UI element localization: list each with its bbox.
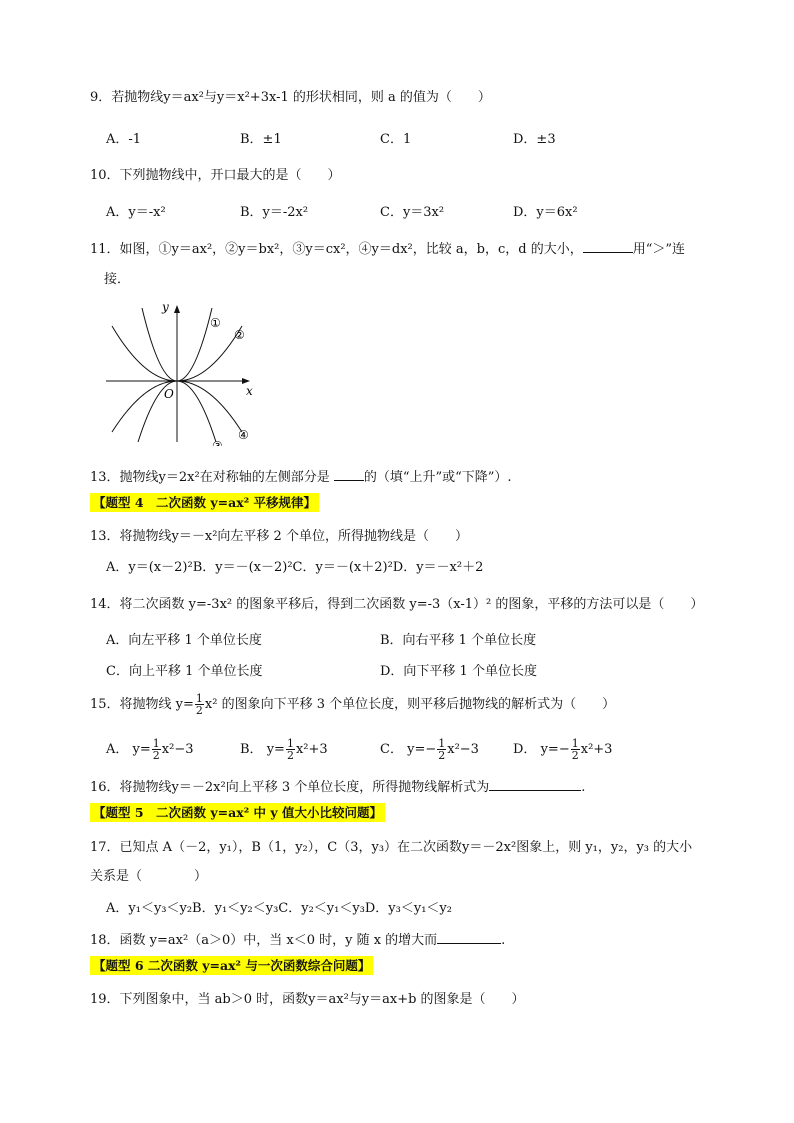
q9-option-b: B．±1 — [240, 132, 282, 147]
q17-options: A．y₁＜y₃＜y₂B．y₁＜y₂＜y₃C．y₂＜y₁＜y₃D．y₃＜y₁＜y₂ — [106, 901, 452, 916]
q18-stem: 18．函数 y=ax²（a＞0）中，当 x＜0 时，y 随 x 的增大而 . — [90, 933, 506, 948]
section-6-header: 【题型 6 二次函数 y=ax² 与一次函数综合问题】 — [90, 956, 373, 975]
q11-stem-cont: 接． — [104, 272, 131, 287]
q10-option-c: C．y＝3x² — [380, 205, 445, 220]
q10-option-d: D．y＝6x² — [513, 205, 578, 220]
q15-option-d: D． y=− $\frac{1}{2}$ x²+3 — [513, 737, 613, 762]
q14-option-b: B．向右平移 1 个单位长度 — [380, 633, 537, 648]
q15-stem — [90, 692, 615, 718]
q17-stem: 17．已知点 A（－2，y₁），B（1，y₂），C（3，y₃）在二次函数y＝－2x²图象上，则 y₁，y₂，y₃ 的大小 — [90, 840, 693, 855]
origin-label: O — [164, 387, 174, 401]
q9-option-c: C．1 — [380, 132, 412, 147]
y-axis-label: y — [162, 300, 169, 314]
x-axis-label: x — [246, 384, 253, 398]
q13b-options: A．y＝(x－2)²B．y＝－(x－2)²C．y＝－(x＋2)²D．y＝－x²＋2 — [106, 560, 484, 575]
curve-1-label: ① — [210, 316, 221, 330]
q17-stem-cont: 关系是（ ） — [90, 869, 208, 884]
q11-stem — [90, 240, 685, 259]
q13b-stem: 13．将抛物线y＝－x²向左平移 2 个单位，所得抛物线是（ ） — [90, 529, 468, 544]
q15-option-c: C． y=− $\frac{1}{2}$ x²−3 — [380, 737, 479, 762]
q15-option-b: B． y= $\frac{1}{2}$ x²+3 — [240, 737, 328, 762]
q9-option-a: A．-1 — [106, 132, 142, 147]
q14-option-d: D．向下平移 1 个单位长度 — [380, 664, 537, 679]
q15-option-a: A． y= $\frac{1}{2}$ x²−3 — [106, 737, 194, 762]
q14-option-a: A．向左平移 1 个单位长度 — [106, 633, 262, 648]
curve-2-label: ② — [234, 328, 245, 342]
q10-stem: 10．下列抛物线中，开口最大的是（ ） — [90, 168, 341, 183]
curve-3-label: ③ — [212, 439, 223, 446]
section-5-header: 【题型 5 二次函数 y=ax² 中 y 值大小比较问题】 — [90, 803, 385, 822]
q15-stem-post: x² 的图象向下平移 3 个单位长度，则平移后抛物线的解析式为（ ） — [204, 697, 616, 712]
q11-stem-part1: 11．如图，①y＝ax²，②y＝bx²，③y＝cx²，④y＝dx²，比较 a，b，c，d 的大小， — [90, 242, 583, 257]
q14-stem: 14．将二次函数 y=-3x² 的图象平移后，得到二次函数 y=-3（x-1）² 的图象，平移的方法可以是（ ） — [90, 597, 704, 612]
q9-stem: 9．若抛物线y＝ax²与y＝x²+3x-1 的形状相同，则 a 的值为（ ） — [90, 90, 491, 105]
q11-answer-blank[interactable] — [583, 240, 633, 253]
q13a-answer-blank[interactable] — [334, 468, 364, 481]
q16-stem: 16．将抛物线y＝－2x²向上平移 3 个单位长度，所得抛物线解析式为 . — [90, 780, 586, 795]
q18-answer-blank[interactable] — [437, 931, 501, 944]
parabola-graph — [98, 296, 268, 446]
q13a-stem — [90, 468, 512, 487]
q19-stem: 19．下列图象中，当 ab＞0 时，函数y＝ax²与y＝ax+b 的图象是（ ） — [90, 992, 525, 1007]
q9-option-d: D．±3 — [513, 132, 556, 147]
q14-option-c: C．向上平移 1 个单位长度 — [106, 664, 263, 679]
q11-parabola-figure — [98, 296, 268, 446]
q13a-stem-part1: 13．抛物线y＝2x²在对称轴的左侧部分是 — [90, 470, 330, 485]
section-4-header: 【题型 4 二次函数 y=ax² 平移规律】 — [90, 493, 319, 512]
q10-option-a: A．y＝-x² — [106, 205, 166, 220]
y-axis-arrow — [174, 305, 180, 313]
q10-option-b: B．y＝-2x² — [240, 205, 309, 220]
curve-4-label: ④ — [238, 428, 249, 442]
q11-stem-part2: 用“＞”连 — [632, 242, 686, 257]
q15-fraction: $\frac{1}{2}$ — [195, 692, 203, 717]
q16-answer-blank[interactable] — [489, 778, 581, 791]
q13a-stem-part2: 的（填“上升”或“下降”）. — [363, 470, 512, 485]
q15-stem-pre: 15．将抛物线 y= — [90, 697, 194, 712]
